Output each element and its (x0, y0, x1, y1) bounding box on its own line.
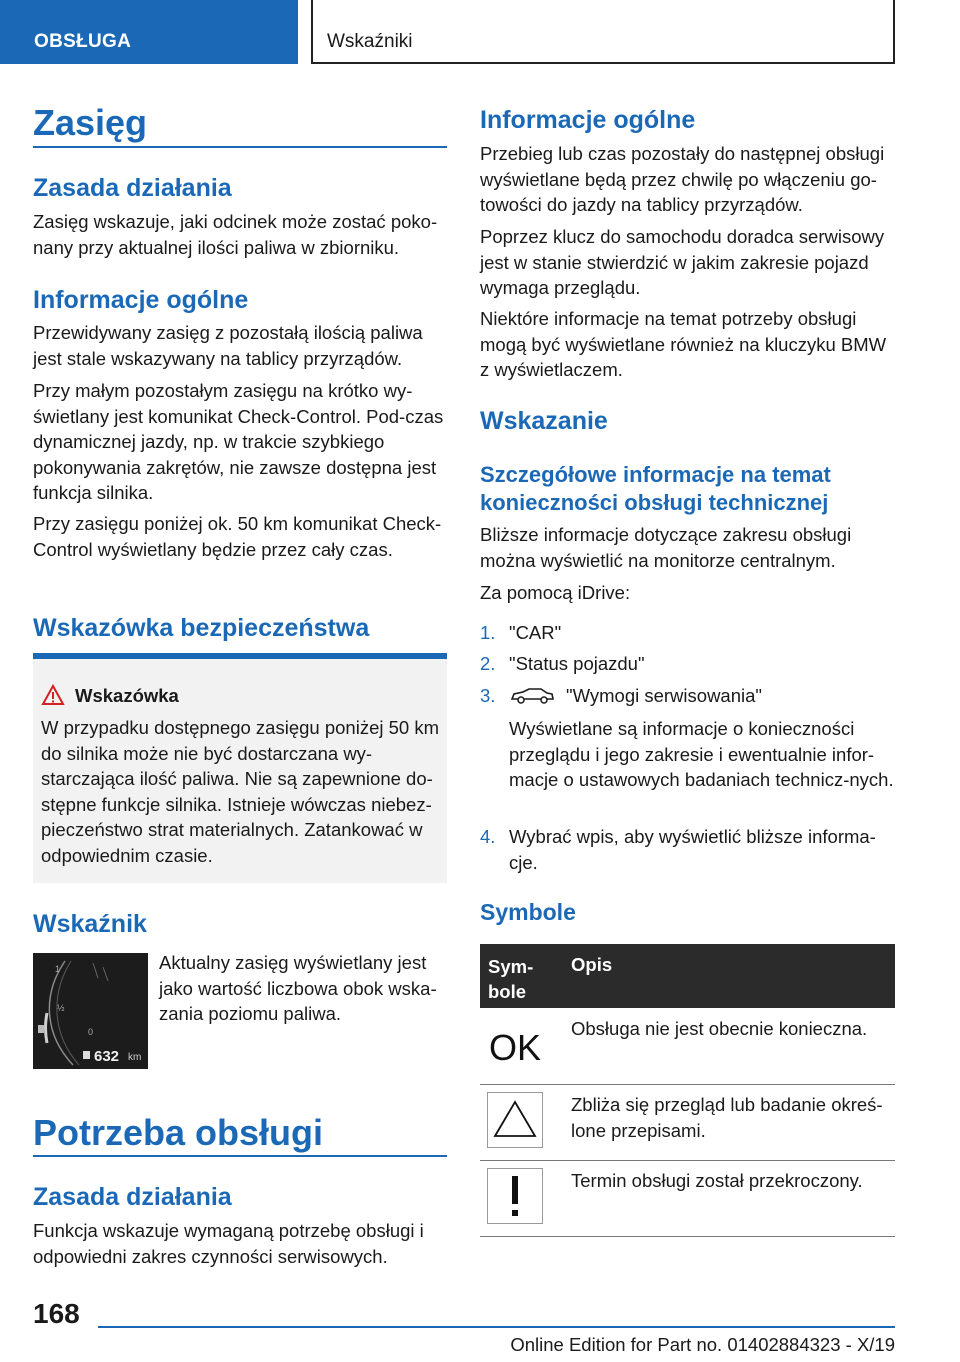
heading-rule (33, 146, 447, 148)
step-text: Wybrać wpis, aby wyświetlić bliższe informa-cje. (509, 826, 876, 873)
gauge-range-unit: km (128, 1052, 142, 1063)
heading-general: Informacje ogólne (33, 286, 249, 314)
step-text: "Wymogi serwisowania" (566, 685, 762, 706)
ok-symbol-text: OK (488, 1027, 542, 1068)
heading-principle: Zasada działania (33, 174, 232, 202)
heading-indicator: Wskaźnik (33, 910, 147, 938)
step-number: 1. (480, 622, 496, 643)
ok-icon (487, 1020, 543, 1076)
step-text: "CAR" (509, 622, 562, 643)
section-label: OBSŁUGA (34, 31, 132, 52)
fuel-gauge-image (33, 953, 148, 1069)
heading-rule (33, 1155, 447, 1157)
gauge-range-value: 632 (94, 1048, 120, 1065)
general-text-2: Przy małym pozostałym zasięgu na krótko wy-świetlany jest komunikat Check-Control. Pod-czas dynamicznej jazdy, np. w trakcie szybkiego pokonywania zakrętów, nie zawsze dostępna jest funkcja silnika. (33, 380, 444, 503)
heading-service-principle: Zasada działania (33, 1183, 232, 1211)
heading-display: Wskazanie (480, 407, 608, 435)
row-description: Obsługa nie jest obecnie konieczna. (571, 1018, 868, 1039)
heading-detail: Szczegółowe informacje na temat konieczności obsługi technicznej (480, 462, 831, 515)
table-row (480, 1084, 895, 1161)
service-due-triangle-icon (487, 1092, 543, 1148)
column-header-symbols: Sym-bole (488, 956, 534, 1002)
table-row (480, 1008, 895, 1085)
right-general-text-1: Przebieg lub czas pozostały do następnej obsługi wyświetlane będą przez chwilę po włączeniu go-towości do jazdy na tablicy przyrządów. (480, 143, 885, 215)
footer-rule (98, 1326, 895, 1328)
step-subtext: Wyświetlane są informacje o konieczności przeglądu i jego zakresie i ewentualnie infor-macje o ustawowych badaniach technicz-nych. (509, 718, 894, 790)
car-service-icon (509, 687, 555, 705)
heading-range: Zasięg (33, 102, 148, 143)
warning-icon (41, 684, 65, 706)
warning-box (33, 653, 447, 883)
general-text-3: Przy zasięgu poniżej ok. 50 km komunikat Check-Control wyświetlany będzie przez cały czas. (33, 513, 442, 560)
heading-safety: Wskazówka bezpieczeństwa (33, 614, 370, 642)
footer-edition: Online Edition for Part no. 01402884323 - X/19 (510, 1334, 895, 1355)
heading-general-right: Informacje ogólne (480, 106, 696, 134)
column-header-description: Opis (571, 954, 613, 975)
gauge-tick-full: 1 (55, 964, 61, 974)
right-general-text-3: Niektóre informacje na temat potrzeby obsługi mogą być wyświetlane również na kluczyku BMW z wyświetlaczem. (480, 308, 887, 380)
step-number: 4. (480, 826, 496, 847)
step-number: 2. (480, 653, 496, 674)
page-number: 168 (33, 1298, 80, 1329)
chapter-tab (311, 0, 895, 64)
chapter-label: Wskaźniki (327, 31, 413, 52)
heading-symbols: Symbole (480, 899, 576, 925)
table-header (480, 944, 895, 1008)
principle-text: Zasięg wskazuje, jaki odcinek może zostać poko-nany przy aktualnej ilości paliwa w zbiorniku. (33, 211, 438, 258)
right-general-text-2: Poprzez klucz do samochodu doradca serwisowy jest w stanie stwierdzić w jakim zakresie pojazd wymaga przeglądu. (480, 226, 885, 298)
gauge-tick-empty: 0 (88, 1027, 94, 1037)
indicator-text: Aktualny zasięg wyświetlany jest jako wartość liczbowa obok wska-zania poziomu paliwa. (159, 952, 437, 1024)
detail-text: Bliższe informacje dotyczące zakresu obsługi można wyświetlić na monitorze centralnym. (480, 524, 852, 571)
row-description: Zbliża się przegląd lub badanie okreś-lone przepisami. (571, 1094, 883, 1141)
general-text-1: Przewidywany zasięg z pozostałą ilością paliwa jest stale wskazywany na tablicy przyrządów. (33, 322, 423, 369)
step-number: 3. (480, 685, 496, 706)
service-principle-text: Funkcja wskazuje wymaganą potrzebę obsługi i odpowiedni zakres czynności serwisowych. (33, 1220, 424, 1267)
warning-text: W przypadku dostępnego zasięgu poniżej 50 km do silnika może nie być dostarczana wy-starczająca ilość paliwa. Nie są zapewnione do-stępne funkcje silnika. Istnieje wówczas niebez-pieczeństwo strat materialnych. Zatankować w odpowiednim czasie. (41, 717, 439, 866)
heading-service-need: Potrzeba obsługi (33, 1112, 324, 1153)
warning-label: Wskazówka (75, 685, 179, 706)
service-overdue-exclamation-icon (487, 1168, 543, 1224)
gauge-tick-half: ½ (57, 1003, 65, 1013)
idrive-text: Za pomocą iDrive: (480, 582, 631, 603)
table-row (480, 1160, 895, 1237)
step-text: "Status pojazdu" (509, 653, 645, 674)
row-description: Termin obsługi został przekroczony. (571, 1170, 863, 1191)
section-tab (0, 0, 298, 64)
